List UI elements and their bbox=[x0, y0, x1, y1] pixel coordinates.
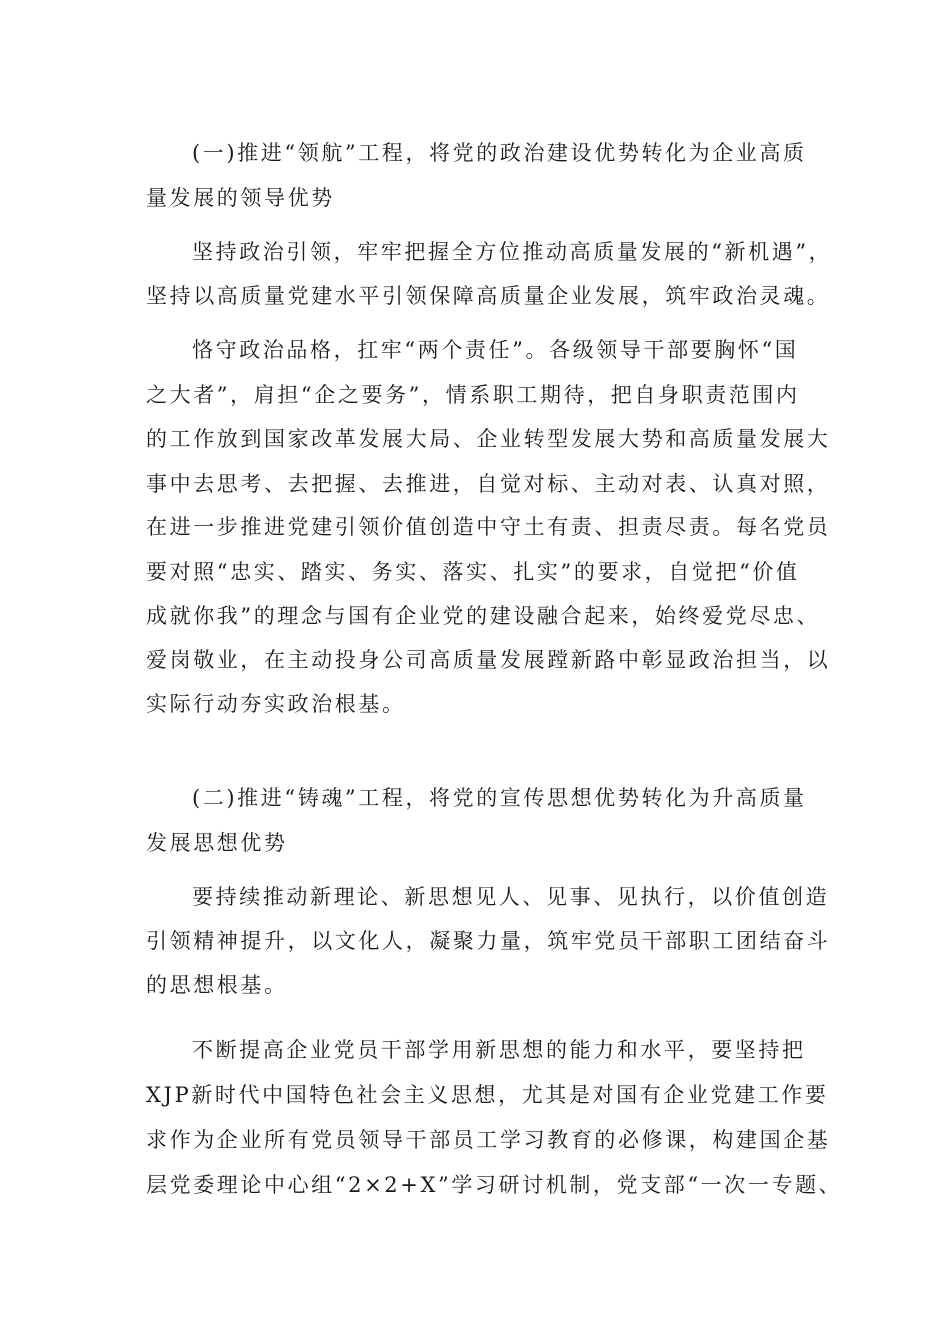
section-heading-1: (一)推进“领航”工程，将党的政治建设优势转化为企业高质 bbox=[192, 141, 807, 165]
paragraph-line: 实际行动夯实政治根基。 bbox=[146, 692, 406, 716]
paragraph-line: 层党委理论中心组“2×2+X”学习研讨机制，党支部“一次一专题、 bbox=[146, 1173, 843, 1197]
section-heading-1-cont: 量发展的领导优势 bbox=[146, 186, 335, 210]
section-heading-2-cont: 发展思想优势 bbox=[146, 831, 288, 855]
paragraph-line: 爱岗敬业，在主动投身公司高质量发展蹚新路中彰显政治担当，以 bbox=[146, 648, 831, 672]
paragraph-line: 要对照“忠实、踏实、务实、落实、扎实”的要求，自觉把“价值 bbox=[146, 560, 800, 584]
paragraph-line: 的工作放到国家改革发展大局、企业转型发展大势和高质量发展大 bbox=[146, 427, 831, 451]
paragraph-line: 坚持政治引领，牢牢把握全方位推动高质量发展的“新机遇”， bbox=[192, 240, 833, 264]
paragraph-line: 之大者”，肩担“企之要务”，情系职工期待，把自身职责范围内 bbox=[146, 383, 800, 407]
paragraph-line: 恪守政治品格，扛牢“两个责任”。各级领导干部要胸怀“国 bbox=[192, 338, 799, 362]
paragraph-line: 的思想根基。 bbox=[146, 973, 288, 997]
paragraph-line: XJP新时代中国特色社会主义思想，尤其是对国有企业党建工作要 bbox=[146, 1083, 829, 1107]
paragraph-line: 引领精神提升，以文化人，凝聚力量，筑牢党员干部职工团结奋斗 bbox=[146, 929, 831, 953]
paragraph-line: 不断提高企业党员干部学用新思想的能力和水平，要坚持把 bbox=[192, 1038, 806, 1062]
paragraph-line: 成就你我”的理念与国有企业党的建设融合起来，始终爱党尽忠、 bbox=[146, 604, 821, 628]
paragraph-line: 求作为企业所有党员领导干部员工学习教育的必修课，构建国企基 bbox=[146, 1128, 831, 1152]
section-heading-2: (二)推进“铸魂”工程，将党的宣传思想优势转化为升高质量 bbox=[192, 786, 807, 810]
paragraph-line: 事中去思考、去把握、去推进，自觉对标、主动对表、认真对照， bbox=[146, 472, 831, 496]
paragraph-line: 要持续推动新理论、新思想见人、见事、见执行，以价值创造 bbox=[192, 885, 830, 909]
paragraph-line: 坚持以高质量党建水平引领保障高质量企业发展，筑牢政治灵魂。 bbox=[146, 284, 831, 308]
paragraph-line: 在进一步推进党建引领价值创造中守土有责、担责尽责。每名党员 bbox=[146, 515, 831, 539]
